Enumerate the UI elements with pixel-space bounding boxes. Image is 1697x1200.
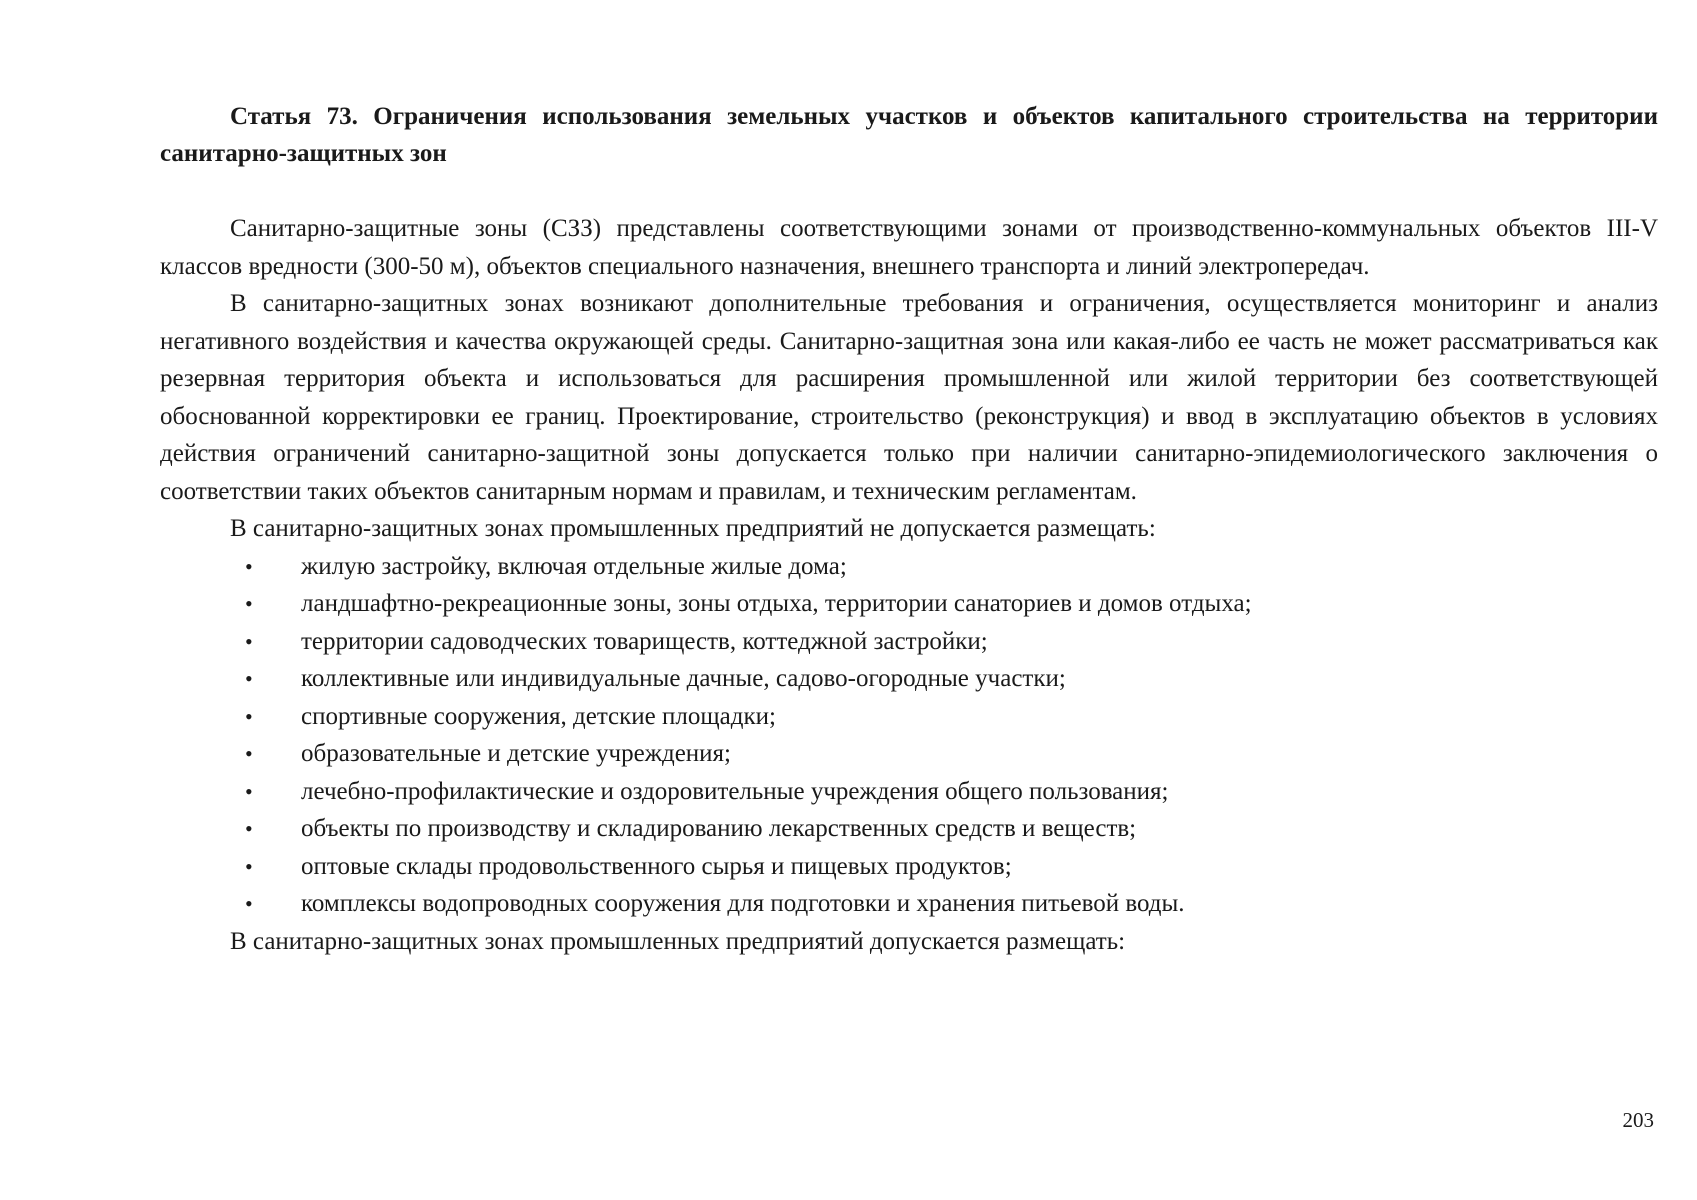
bullet-icon: • xyxy=(245,628,253,654)
list-item xyxy=(160,735,1658,773)
list-item xyxy=(160,848,1658,886)
list-item-text: комплексы водопроводных сооружения для подготовки и хранения питьевой воды. xyxy=(301,890,1185,917)
list-item-text: спортивные сооружения, детские площадки; xyxy=(301,702,776,730)
list-item xyxy=(160,885,1658,923)
list-item xyxy=(160,623,1658,661)
paragraph-prohibited-intro: В санитарно-защитных зонах промышленных предприятий не допускается размещать: xyxy=(230,515,1156,542)
list-item xyxy=(160,585,1658,623)
list-item-text: оптовые склады продовольственного сырья и пищевых продуктов; xyxy=(301,852,1012,880)
bullet-icon: • xyxy=(245,741,253,766)
bullet-icon: • xyxy=(245,591,253,616)
list-item xyxy=(160,773,1658,811)
list-item-text: объекты по производству и складированию лекарственных средств и веществ; xyxy=(301,815,1137,842)
document-page xyxy=(160,98,1658,960)
prohibited-list xyxy=(160,548,1658,923)
page-number: 203 xyxy=(1622,1108,1654,1132)
list-item-text: образовательные и детские учреждения; xyxy=(301,740,731,767)
paragraph-permitted-intro: В санитарно-защитных зонах промышленных предприятий допускается размещать: xyxy=(230,927,1126,955)
bullet-icon: • xyxy=(245,666,253,691)
bullet-icon: • xyxy=(245,816,253,841)
bullet-icon: • xyxy=(245,891,253,916)
list-item-text: ландшафтно-рекреационные зоны, зоны отдыха, территории санаториев и домов отдыха; xyxy=(301,590,1252,617)
list-item xyxy=(160,698,1658,736)
list-item xyxy=(160,660,1658,698)
list-item-text: коллективные или индивидуальные дачные, садово-огородные участки; xyxy=(301,665,1066,692)
list-item-text: жилую застройку, включая отдельные жилые дома; xyxy=(301,552,847,580)
list-item xyxy=(160,548,1658,586)
bullet-icon: • xyxy=(245,778,253,804)
bullet-icon: • xyxy=(245,853,253,879)
list-item-text: территории садоводческих товариществ, коттеджной застройки; xyxy=(301,627,988,655)
list-item-text: лечебно-профилактические и оздоровительные учреждения общего пользования; xyxy=(301,777,1169,805)
paragraph-szz-definition: Санитарно-защитные зоны (СЗЗ) представлены соответствующими зонами от производственно-коммунальных объектов III-V классов вредности (300-50 м), объектов специального назначения, внешнего транспорта и линий электропередач. xyxy=(160,215,1658,280)
paragraph-szz-requirements: В санитарно-защитных зонах возникают дополнительные требования и ограничения, осуществляется мониторинг и анализ негативного воздействия и качества окружающей среды. Санитарно-защитная зона или какая-либо ее часть не может рассматриваться как резервная территория объекта и использоваться для расширения промышленной или жилой территории без соответствующей обоснованной корректировки ее границ. Проектирование, строительство (реконструкция) и ввод в эксплуатацию объектов в условиях действия ограничений санитарно-защитной зоны допускается только при наличии санитарно-эпидемиологического заключения о соответствии таких объектов санитарным нормам и правилам, и техническим регламентам. xyxy=(160,290,1658,505)
article-heading: Статья 73. Ограничения использования земельных участков и объектов капитального строительства на территории санитарно-защитных зон xyxy=(160,103,1658,167)
list-item xyxy=(160,810,1658,848)
bullet-icon: • xyxy=(245,553,253,579)
bullet-icon: • xyxy=(245,703,253,729)
